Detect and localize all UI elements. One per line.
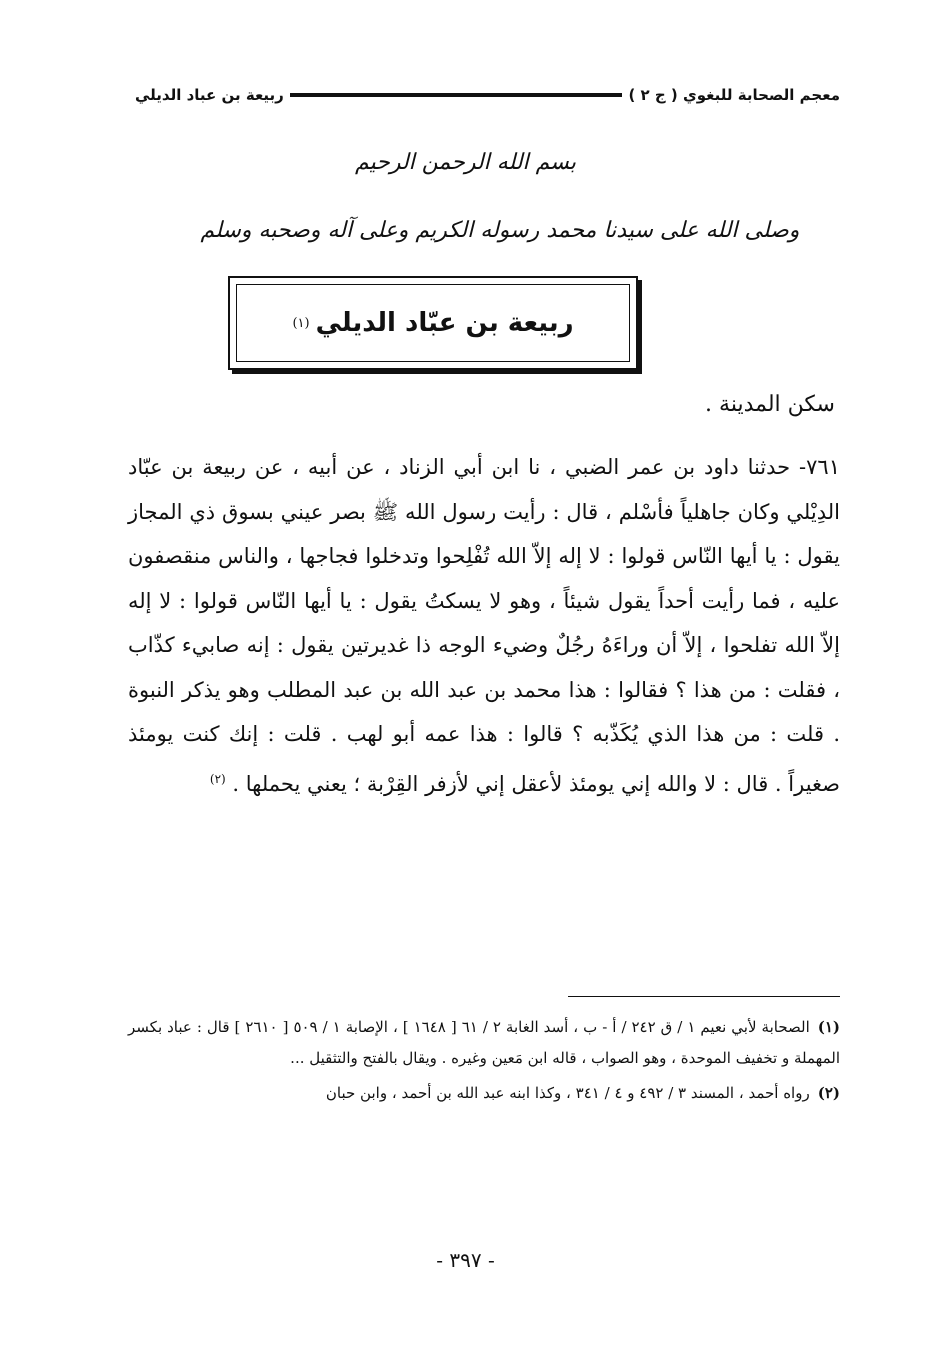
entry-name: ربيعة بن عباد الديلي xyxy=(135,86,284,104)
salat-line: وصلى الله على سيدنا محمد رسوله الكريم وعلى آله وصحبه وسلم xyxy=(200,218,800,243)
entry-title-footnote-mark: (١) xyxy=(292,315,310,331)
hadith-paragraph xyxy=(128,445,840,806)
footnotes xyxy=(128,1012,840,1113)
footnote-separator xyxy=(568,996,840,997)
footnote-2 xyxy=(128,1078,840,1109)
footnote-number: (١) xyxy=(817,1018,841,1036)
running-header xyxy=(135,80,840,110)
page-number: - ٣٩٧ - xyxy=(436,1248,495,1272)
entry-title-box xyxy=(228,276,638,370)
residence-line: سكن المدينة . xyxy=(705,392,835,417)
footnote-text: رواه أحمد ، المسند ٣ / ٤٩٢ و ٤ / ٣٤١ ، وكذا ابنه عبد الله بن أحمد ، وابن حبان xyxy=(325,1084,810,1102)
hadith-body xyxy=(128,445,840,806)
hadith-footnote-mark: (٢) xyxy=(209,771,226,786)
footnote-number: (٢) xyxy=(817,1084,840,1102)
basmala: بسم الله الرحمن الرحيم xyxy=(354,150,577,175)
header-rule xyxy=(290,93,623,97)
footnote-text: الصحابة لأبي نعيم ١ / ق ٢٤٢ / أ - ب ، أسد الغابة ٢ / ٦١ [ ١٦٤٨ ] ، الإصابة ١ / ٥٠٩ [ ٢٦١٠ ] قال : عباد بكسر المهملة و تخفيف الموحدة ، وهو الصواب ، قاله ابن مَعين وغيره . ويقال بالفتح والتثقيل ... xyxy=(128,1018,840,1067)
footnote-1 xyxy=(128,1012,840,1074)
hadith-text: ٧٦١- حدثنا داود بن عمر الضبي ، نا ابن أبي الزناد ، عن أبيه ، عن ربيعة بن عبّاد الدِيْلي وكان جاهلياً فأسْلم ، قال : رأيت رسول الله ﷺ بصر عيني بسوق ذي المجاز يقول : يا أيها النّاس قولوا : لا إله إلاّ الله تُفْلِحوا وتدخلوا فجاجها ، والناس منقصفون عليه ، فما رأيت أحداً يقول شيئاً ، وهو لا يسكتُ يقول : يا أيها النّاس قولوا : لا إله إلاّ الله تفلحوا ، إلاّ أن وراءَهُ رجُلٌ وضيء الوجه ذا غديرتين يقول : إنه صابيء كذّاب ، فقلت : من هذا ؟ فقالوا : هذا محمد بن عبد الله بن عبد المطلب وهو يذكر النبوة . قلت : من هذا الذي يُكَذّبه ؟ قالوا : هذا عمه أبو لهب . قلت : إنك كنت يومئذ صغيراً . قال : لا والله إني يومئذ لأعقل إني لأزفر القِرْبة ؛ يعني يحملها . xyxy=(128,455,840,796)
entry-title: ربيعة بن عبّاد الديلي xyxy=(315,308,574,338)
book-title: معجم الصحابة للبغوي ( ج ٢ ) xyxy=(628,86,840,104)
entry-title-frame xyxy=(236,284,630,362)
